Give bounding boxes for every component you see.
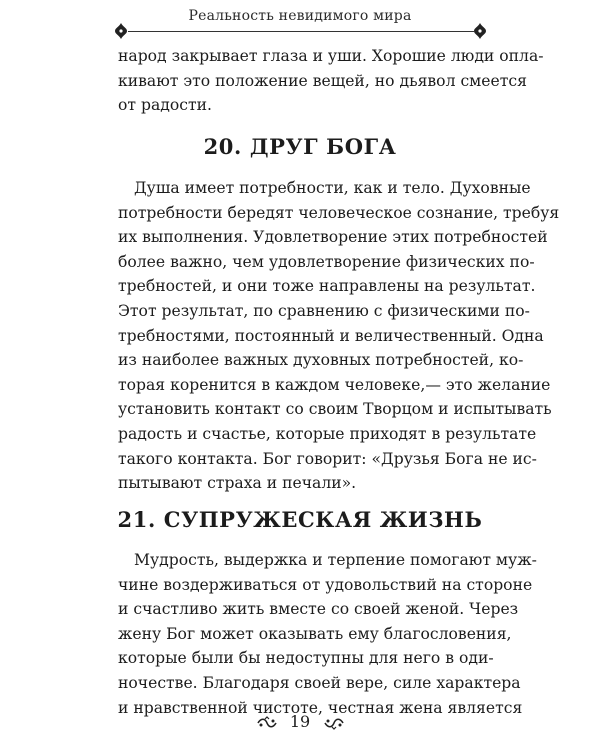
text-line: Мудрость, выдержка и терпение помогают муж- xyxy=(134,551,537,569)
text-line: более важно, чем удовлетворение физических по- xyxy=(118,252,535,271)
text-line: из наиболее важных духовных потребностей, ко- xyxy=(118,351,524,370)
section-heading-21: 21. СУПРУЖЕСКАЯ ЖИЗНЬ xyxy=(117,507,483,532)
text-line: и счастливо жить вместе со своей женой. Через xyxy=(118,600,519,619)
text-line: Этот результат, по сравнению с физическими по- xyxy=(118,301,530,320)
text-line: от радости. xyxy=(118,96,212,115)
fleuron-icon xyxy=(472,22,488,40)
continued-paragraph xyxy=(118,44,544,118)
text-line: кивают это положение вещей, но дьявол смеется xyxy=(118,71,527,90)
text-line: и нравственной чистоте, честная жена является xyxy=(118,698,523,717)
text-line: такого контакта. Бог говорит: «Друзья Бога не ис- xyxy=(118,449,537,468)
text-line: требностей, и они тоже направлены на результат. xyxy=(118,277,536,296)
page-number: 19 xyxy=(289,712,311,731)
text-line: жену Бог может оказывать ему благословения, xyxy=(118,624,512,643)
text-line: их выполнения. Удовлетворение этих потребностей xyxy=(118,228,548,247)
text-line: радость и счастье, которые приходят в результате xyxy=(118,424,537,443)
text-line: ночестве. Благодаря своей вере, силе характера xyxy=(118,673,521,692)
text-line: потребности бередят человеческое сознание, требуя xyxy=(118,203,560,222)
section-21-paragraph xyxy=(118,548,537,720)
running-title: Реальность невидимого мира xyxy=(188,8,412,24)
header-rule xyxy=(128,31,474,32)
floral-ornament-icon xyxy=(323,716,345,730)
text-line: требностями, постоянный и величественный. Одна xyxy=(118,326,544,345)
text-line: чине воздерживаться от удовольствий на стороне xyxy=(118,575,533,594)
section-20-paragraph xyxy=(118,176,560,496)
text-line: установить контакт со своим Творцом и испытывать xyxy=(118,400,552,419)
section-heading-20: 20. ДРУГ БОГА xyxy=(203,134,397,159)
text-line: народ закрывает глаза и уши. Хорошие люди опла- xyxy=(118,47,544,65)
text-line: пытывают страха и печали». xyxy=(118,474,357,493)
text-line: Душа имеет потребности, как и тело. Духовные xyxy=(134,179,531,197)
text-line: которые были бы недоступны для него в оди- xyxy=(118,649,494,668)
text-line: торая коренится в каждом человеке,— это желание xyxy=(118,375,551,394)
fleuron-icon xyxy=(113,22,129,40)
